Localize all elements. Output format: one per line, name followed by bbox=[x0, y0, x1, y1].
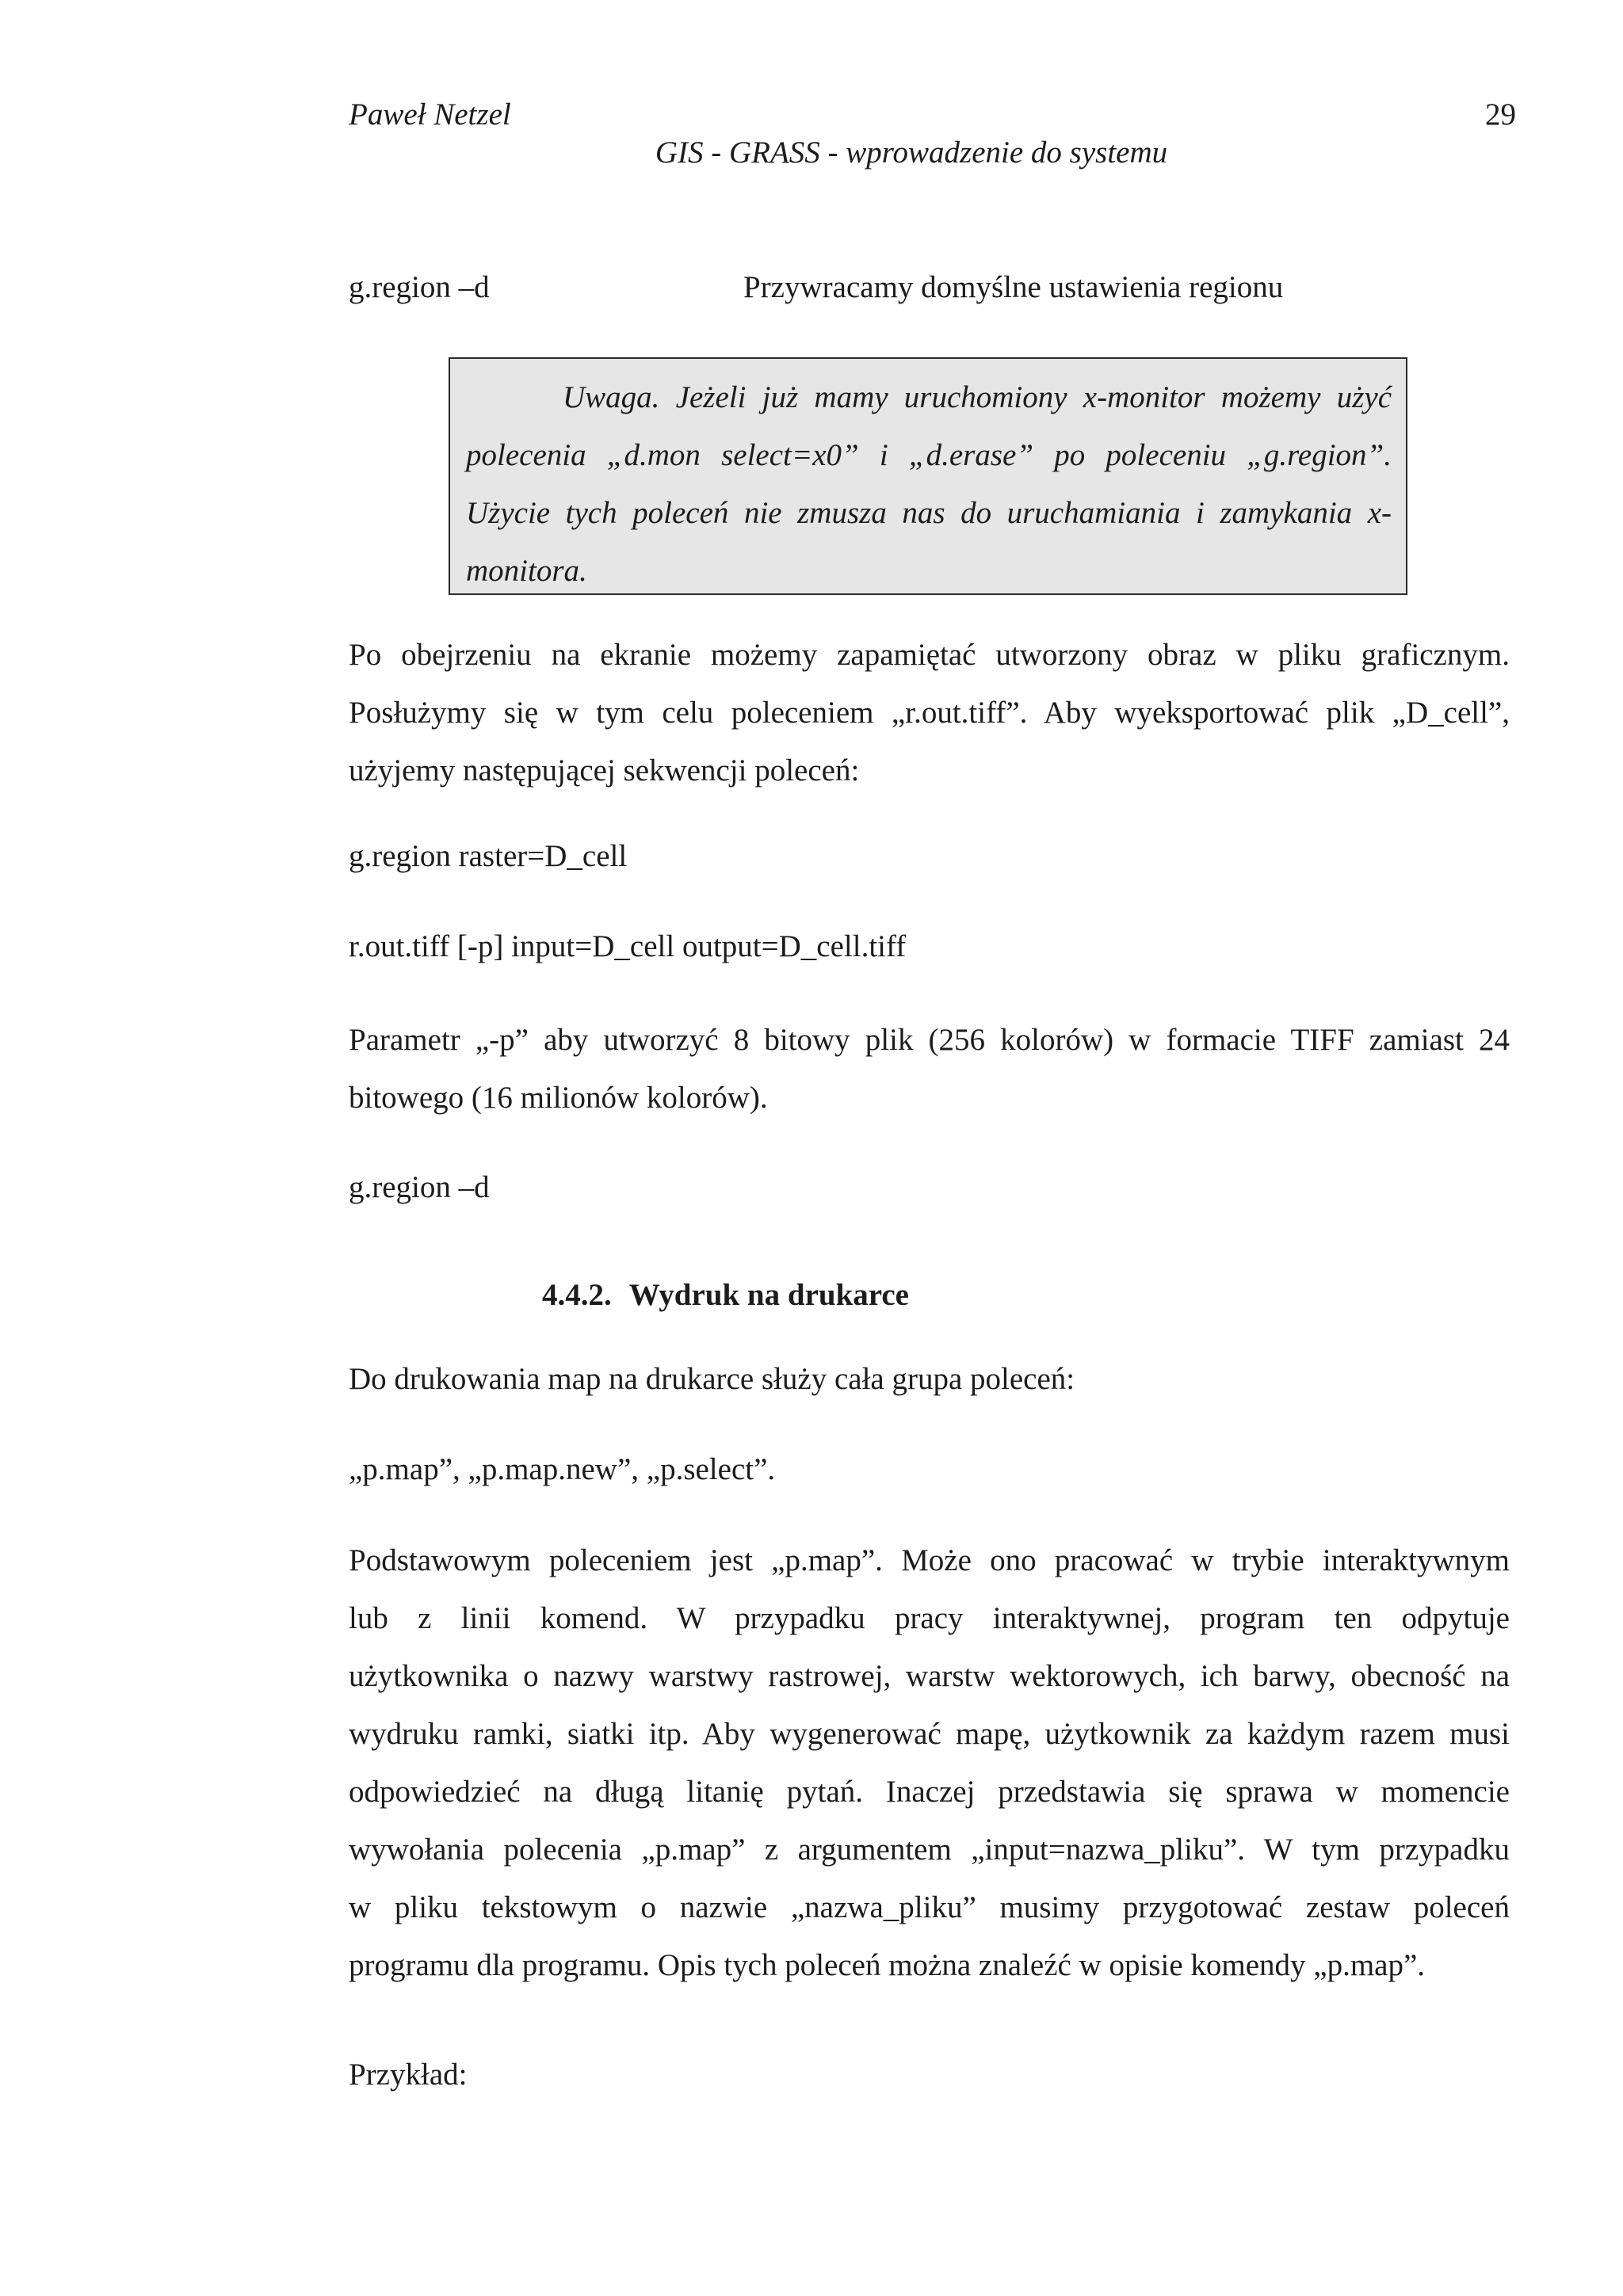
paragraph-p-map bbox=[349, 1531, 1510, 1994]
paragraph-line: odpowiedzieć na długą litanię pytań. Inaczej przedstawia się sprawa w momencie bbox=[349, 1775, 1510, 1809]
header-author: Paweł Netzel bbox=[349, 97, 511, 132]
note-box bbox=[449, 357, 1407, 595]
section-number: 4.4.2. bbox=[542, 1278, 612, 1312]
paragraph-line: użytkownika o nazwy warstwy rastrowej, warstw wektorowych, ich barwy, obecność na bbox=[349, 1659, 1510, 1693]
header-subtitle: GIS - GRASS - wprowadzenie do systemu bbox=[655, 135, 1168, 170]
paragraph-line: Posłużymy się w tym celu poleceniem „r.out.tiff”. Aby wyeksportować plik „D_cell”, bbox=[349, 696, 1510, 730]
paragraph-line: lub z linii komend. W przypadku pracy interaktywnej, program ten odpytuje bbox=[349, 1601, 1510, 1635]
command-g-region-reset: g.region –d bbox=[349, 1170, 490, 1204]
command-out-tiff: r.out.tiff [-p] input=D_cell output=D_cell.tiff bbox=[349, 929, 907, 963]
section-heading bbox=[542, 1277, 909, 1313]
note-line: monitora. bbox=[466, 554, 587, 588]
paragraph-line: Parametr „-p” aby utworzyć 8 bitowy plik (256 kolorów) w formacie TIFF zamiast 24 bbox=[349, 1023, 1510, 1057]
paragraph-line: wydruku ramki, siatki itp. Aby wygenerować mapę, użytkownik za każdym razem musi bbox=[349, 1717, 1510, 1751]
paragraph-parameter-p bbox=[349, 1011, 1510, 1127]
paragraph-line: programu dla programu. Opis tych poleceń można znaleźć w opisie komendy „p.map”. bbox=[349, 1948, 1426, 1982]
note-line: Uwaga. Jeżeli już mamy uruchomiony x-monitor możemy użyć bbox=[563, 380, 1392, 414]
page-number: 29 bbox=[1485, 97, 1516, 132]
paragraph-print-commands: Do drukowania map na drukarce służy cała grupa poleceń: bbox=[349, 1362, 1075, 1396]
paragraph-export-intro bbox=[349, 626, 1510, 799]
note-line: polecenia „d.mon select=x0” i „d.erase” po poleceniu „g.region”. bbox=[466, 438, 1392, 472]
note-line: Użycie tych poleceń nie zmusza nas do uruchamiania i zamykania x- bbox=[466, 496, 1392, 530]
paragraph-line: Podstawowym poleceniem jest „p.map”. Może ono pracować w trybie interaktywnym bbox=[349, 1543, 1510, 1577]
command-list: „p.map”, „p.map.new”, „p.select”. bbox=[349, 1452, 776, 1486]
paragraph-line: w pliku tekstowym o nazwie „nazwa_pliku” musimy przygotować zestaw poleceń bbox=[349, 1890, 1510, 1924]
example-label: Przykład: bbox=[349, 2058, 468, 2092]
command-description: Przywracamy domyślne ustawienia regionu bbox=[743, 270, 1284, 304]
section-title: Wydruk na drukarce bbox=[628, 1278, 909, 1312]
command-region-raster: g.region raster=D_cell bbox=[349, 839, 628, 873]
paragraph-line: wywołania polecenia „p.map” z argumentem „input=nazwa_pliku”. W tym przypadku bbox=[349, 1833, 1510, 1867]
paragraph-line: bitowego (16 milionów kolorów). bbox=[349, 1081, 768, 1115]
paragraph-line: Po obejrzeniu na ekranie możemy zapamiętać utworzony obraz w pliku graficznym. bbox=[349, 638, 1510, 672]
command-g-region-d: g.region –d bbox=[349, 270, 490, 304]
paragraph-line: użyjemy następującej sekwencji poleceń: bbox=[349, 753, 860, 788]
